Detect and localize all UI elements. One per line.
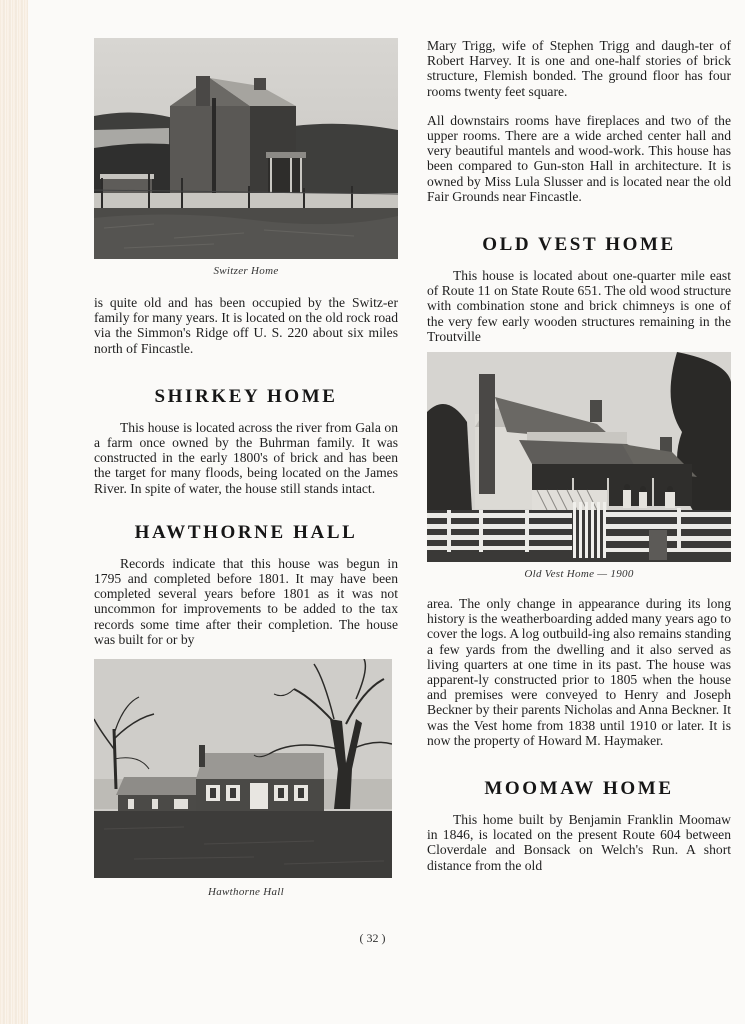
switzer-home-photo (94, 38, 398, 259)
hawthorne-hall-photo (94, 659, 392, 878)
hawthorne-continued-paragraph-2: All downstairs rooms have fireplaces and two of the upper rooms. There are a wide arched center hall and very beautiful mantels and wood-work. This house has been compared to Gun-ston Hall in architecture. It is owned by Miss Lula Slusser and is located near the old Fair Grounds near Fincastle. (427, 112, 731, 204)
shirkey-home-heading: SHIRKEY HOME (154, 385, 338, 407)
old-vest-home-heading: OLD VEST HOME (482, 234, 676, 256)
moomaw-home-paragraph: This home built by Benjamin Franklin Moomaw in 1846, is located on the present Route 604 between Cloverdale and Bonsack on Welch's Run. A short distance from the old (427, 812, 731, 873)
old-vest-home-paragraph: This house is located about one-quarter mile east of Route 11 on State Route 651. The old wood structure with combination stone and brick chimneys is one of the very few early wooden structures remaining in the Troutville (427, 268, 731, 344)
switzer-home-caption: Switzer Home (213, 265, 279, 277)
page-binding-edge (0, 0, 28, 1024)
right-column (427, 38, 731, 873)
shirkey-home-paragraph: This house is located across the river from Gala on a farm once owned by the Buhrman family. It was constructed in the early 1800's of brick and has been the target for many floods, being located on the James River. In spite of water, the house still stands intact. (94, 419, 398, 496)
old-vest-home-caption: Old Vest Home — 1900 (524, 568, 634, 581)
old-vest-home-photo (427, 352, 731, 562)
hawthorne-hall-heading: HAWTHORNE HALL (134, 521, 358, 543)
left-column (94, 38, 398, 898)
old-vest-home-continued-paragraph: area. The only change in appearance during its long history is the weatherboarding added many years ago to cover the logs. A log outbuild-ing also remains standing a few yards from the dwelling and it also served as living quarters at one time in its past. The house was apparent-ly constructed prior to 1805 when the house and premises were conveyed to Henry and Joseph Beckner by their parents Nicholas and Anna Beckner. It was the Vest home from 1838 until 1910 or later. It is now the property of Howard M. Haymaker. (427, 596, 731, 748)
hawthorne-hall-caption: Hawthorne Hall (207, 886, 284, 899)
moomaw-home-heading: MOOMAW HOME (484, 778, 674, 800)
switzer-home-paragraph: is quite old and has been occupied by the Switz-er family for many years. It is located on the old rock road via the Simmon's Ridge off U. S. 220 about six miles north of Fincastle. (94, 295, 398, 356)
hawthorne-hall-paragraph: Records indicate that this house was begun in 1795 and completed before 1801. It may have been completed several years before 1801 as it was not uncommon for improvements to be added to the tax records some time after their completion. The house was built for or by (94, 555, 398, 647)
hawthorne-continued-paragraph-1: Mary Trigg, wife of Stephen Trigg and daugh-ter of Robert Harvey. It is one and one-half stories of brick structure, Flemish bonded. The ground floor has four rooms twenty feet square. (427, 38, 731, 99)
page-number: ( 32 ) (359, 931, 386, 945)
